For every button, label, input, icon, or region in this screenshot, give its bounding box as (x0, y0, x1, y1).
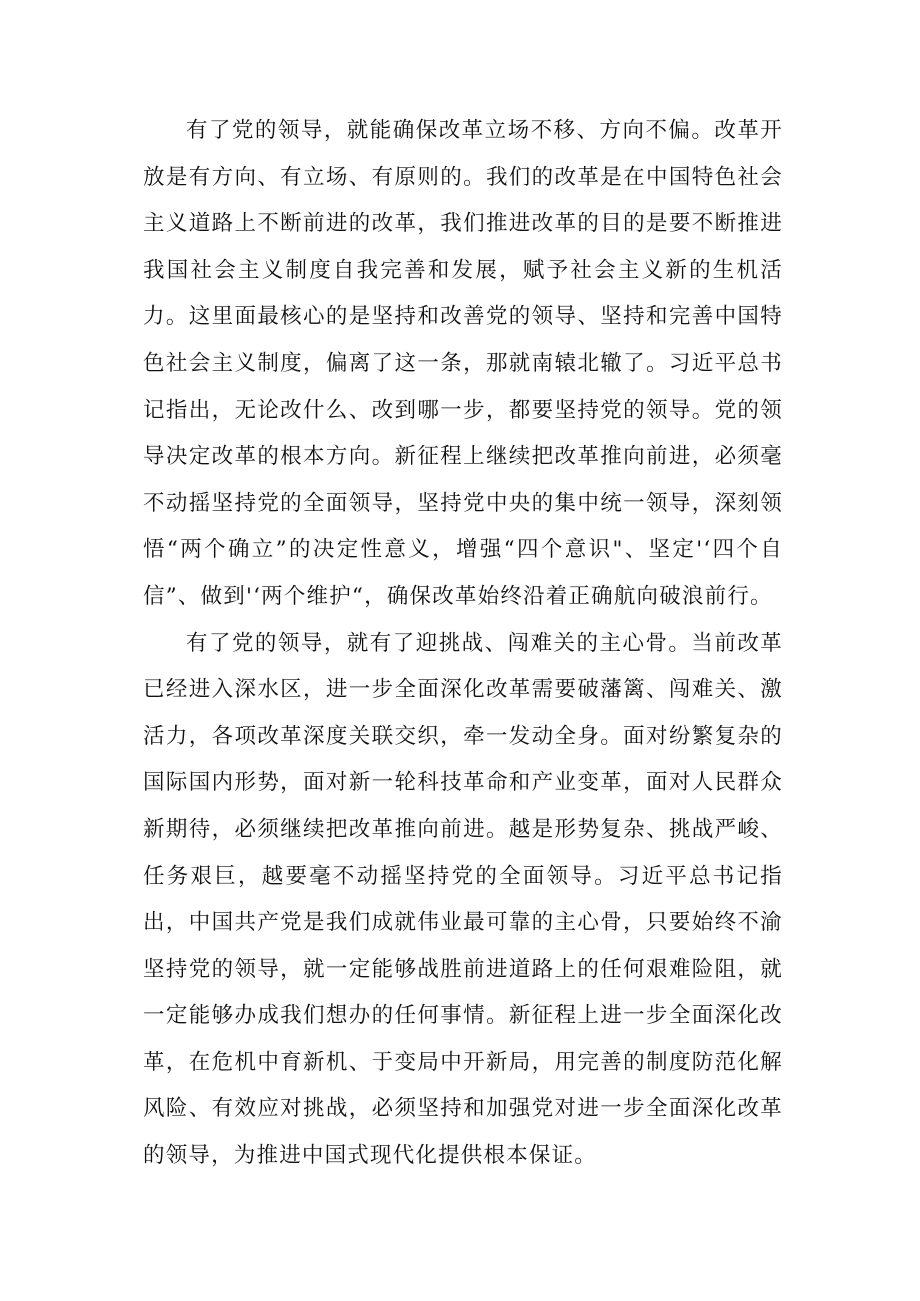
paragraph-1: 有了党的领导，就能确保改革立场不移、方向不偏。改革开放是有方向、有立场、有原则的。我们的改革是在中国特色社会主义道路上不断前进的改革，我们推进改革的目的是要不断推进我国社会主义制度自我完善和发展，赋予社会主义新的生机活力。这里面最核心的是坚持和改善党的领导、坚持和完善中国特色社会主义制度，偏离了这一条，那就南辕北辙了。习近平总书记指出，无论改什么、改到哪一步，都要坚持党的领导。党的领导决定改革的根本方向。新征程上继续把改革推向前进，必须毫不动摇坚持党的全面领导，坚持党中央的集中统一领导，深刻领悟“两个确立”的决定性意义，增强“四个意识"、坚定'‘四个自信”、做到'‘两个维护“，确保改革始终沿着正确航向破浪前行。 (143, 118, 783, 609)
document-body (143, 108, 783, 1180)
paragraph-2: 有了党的领导，就有了迎挑战、闯难关的主心骨。当前改革已经进入深水区，进一步全面深化改革需要破藩篱、闯难关、激活力，各项改革深度关联交织，牵一发动全身。面对纷繁复杂的国际国内形势，面对新一轮科技革命和产业变革，面对人民群众新期待，必须继续把改革推向前进。越是形势复杂、挑战严峻、任务艰巨，越要毫不动摇坚持党的全面领导。习近平总书记指出，中国共产党是我们成就伟业最可靠的主心骨，只要始终不渝坚持党的领导，就一定能够战胜前进道路上的任何艰难险阻，就一定能够办成我们想办的任何事情。新征程上进一步全面深化改革，在危机中育新机、于变局中开新局，用完善的制度防范化解风险、有效应对挑战，必须坚持和加强党对进一步全面深化改革的领导，为推进中国式现代化提供根本保证。 (143, 630, 783, 1169)
